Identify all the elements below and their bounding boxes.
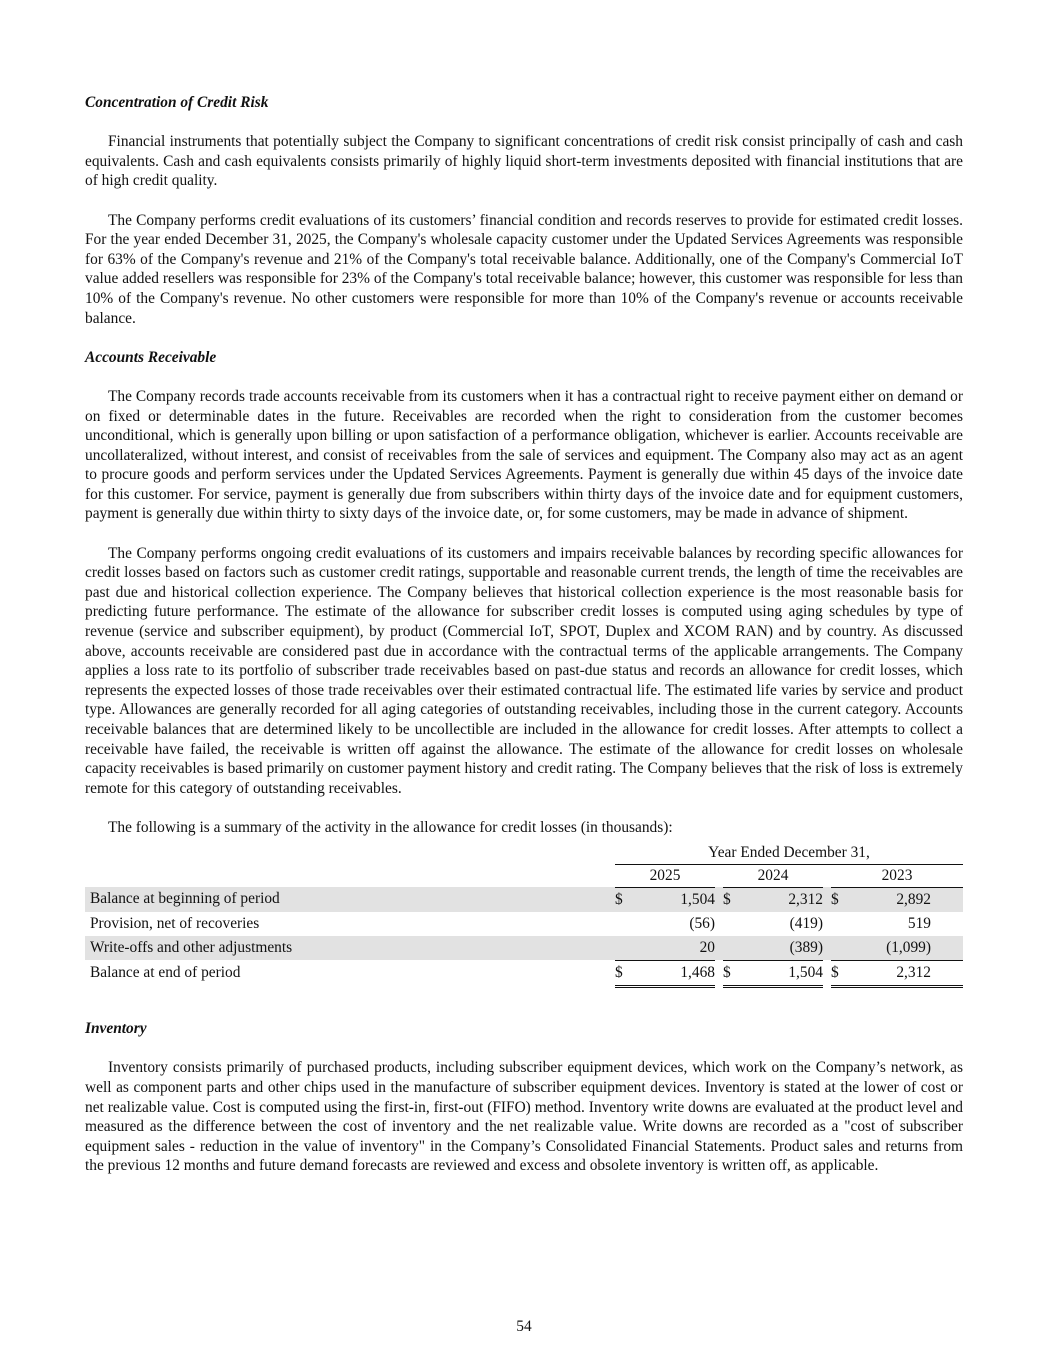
- inventory-heading: Inventory: [85, 1020, 147, 1038]
- year-header-2025: 2025: [615, 864, 715, 887]
- value-2024: (419): [789, 914, 823, 932]
- currency-symbol: $: [723, 960, 743, 986]
- table-intro-paragraph: The following is a summary of the activity in the allowance for credit losses (in thousands):: [108, 818, 673, 836]
- currency-symbol: [615, 912, 635, 936]
- table-row: [85, 960, 963, 986]
- document-page: [85, 93, 963, 1176]
- value-2023: 519: [907, 914, 931, 932]
- currency-symbol: $: [615, 960, 635, 986]
- accounts-receivable-paragraph-2: The Company performs ongoing credit evaluations of its customers and impairs receivable balances by recording specific allowances for credit losses based on factors such as customer credit ratings, supportable and reasonable current trends, the length of time the receivables are past due and historical collection experience. The Company believes that historical collection experience is the most reasonable basis for predicting future performance. The estimate of the allowance for subscriber credit losses is computed using aging schedules by type of revenue (service and subscriber equipment), by product (Commercial IoT, SPOT, Duplex and XCOM RAN) and by country. As discussed above, accounts receivable are considered past due in accordance with the contractual terms of the applicable arrangements. The Company applies a loss rate to its portfolio of subscriber trade receivables based on past-due status and records an allowance for credit losses, which represents the expected losses of those trade receivables over their estimated contractual life. The estimated life varies by service and product type. Allowances are generally recorded for all aging categories of outstanding receivables, including those in the current category. Accounts receivable balances that are determined likely to be uncollectible are included in the allowance for credit losses. After attempts to collect a receivable have failed, the receivable is written off against the allowance. The estimate of the allowance for credit losses on wholesale capacity receivables is based primarily on customer payment history and credit rating. The Company believes that the risk of loss is extremely remote for this category of outstanding receivables.: [85, 544, 963, 797]
- value-2023: (1,099): [851, 936, 931, 961]
- allowance-table: [85, 842, 963, 988]
- currency-symbol: $: [831, 887, 851, 912]
- value-2024: (389): [743, 936, 823, 961]
- page-number: 54: [516, 1318, 532, 1335]
- period-header: Year Ended December 31,: [615, 842, 963, 865]
- table-header-row: [85, 842, 963, 865]
- table-row: [85, 936, 963, 961]
- credit-risk-heading: Concentration of Credit Risk: [85, 94, 269, 111]
- currency-symbol: [723, 936, 743, 961]
- currency-symbol: [831, 912, 851, 936]
- table-row: [85, 887, 963, 912]
- value-2023: 2,892: [851, 887, 931, 912]
- value-2025: 1,504: [635, 887, 715, 912]
- credit-risk-paragraph-2: The Company performs credit evaluations of its customers’ financial condition and records reserves to provide for estimated credit losses. For the year ended December 31, 2025, the Company's wholesale capacity customer under the Updated Services Agreements was responsible for 63% of the Company's revenue and 21% of the Company's total receivable balance. Additionally, one of the Company's Commercial IoT value added resellers was responsible for 23% of the Company's total receivable balance; however, this customer was responsible for less than 10% of the Company's revenue. No other customers were responsible for more than 10% of the Company's revenue or accounts receivable balance.: [85, 211, 963, 327]
- currency-symbol: $: [831, 960, 851, 986]
- table-row: [85, 912, 963, 936]
- currency-symbol: [615, 936, 635, 961]
- accounts-receivable-heading: Accounts Receivable: [85, 348, 217, 366]
- row-label: Provision, net of recoveries: [90, 914, 260, 932]
- accounts-receivable-paragraph-1: The Company records trade accounts receivable from its customers when it has a contractual right to receive payment either on demand or on fixed or determinable dates in the future. Receivables are recorded when the right to consideration from the customer becomes unconditional, which is generally upon billing or upon satisfaction of a performance obligation, whichever is earlier. Accounts receivable are uncollateralized, without interest, and consist of receivables from the sale of services and equipment. The Company also may act as an agent to procure goods and perform services under the Updated Services Agreements. Payment is generally due within 45 days of the invoice date for this customer. For service, payment is generally due from subscribers within thirty days of the invoice date and for equipment customers, payment is generally due within thirty to sixty days of the invoice date, or, for some customers, may be made in advance of shipment.: [85, 387, 963, 523]
- currency-symbol: $: [723, 887, 743, 912]
- value-2025: 1,468: [635, 960, 715, 986]
- value-2023: 2,312: [851, 960, 931, 986]
- year-header-2023: 2023: [831, 864, 963, 887]
- value-2025: 20: [635, 936, 715, 961]
- value-2025: (56): [689, 914, 715, 932]
- year-header-2024: 2024: [723, 864, 823, 887]
- row-label: Balance at end of period: [90, 964, 241, 982]
- currency-symbol: [723, 912, 743, 936]
- currency-symbol: $: [615, 887, 635, 912]
- credit-risk-paragraph-1: Financial instruments that potentially subject the Company to significant concentrations of credit risk consist principally of cash and cash equivalents. Cash and cash equivalents consists primarily of highly liquid short-term investments deposited with financial institutions that are of high credit quality.: [85, 133, 963, 190]
- table-year-row: [85, 864, 963, 887]
- currency-symbol: [831, 936, 851, 961]
- inventory-paragraph-1: Inventory consists primarily of purchased products, including subscriber equipment devices, which work on the Company’s network, as well as component parts and other chips used in the manufacture of subscriber equipment devices. Inventory is stated at the lower of cost or net realizable value. Cost is computed using the first-in, first-out (FIFO) method. Inventory write downs are evaluated at the product level and measured as the difference between the cost of inventory and the net realizable value. Write downs are recorded as a "cost of subscriber equipment sales - reduction in the value of inventory" in the Company’s Consolidated Financial Statements. Product sales and returns from the previous 12 months and future demand forecasts are reviewed and excess and obsolete inventory is written off, as applicable.: [85, 1059, 963, 1175]
- row-label: Write-offs and other adjustments: [85, 936, 615, 961]
- value-2024: 1,504: [743, 960, 823, 986]
- row-label: Balance at beginning of period: [85, 887, 615, 912]
- value-2024: 2,312: [743, 887, 823, 912]
